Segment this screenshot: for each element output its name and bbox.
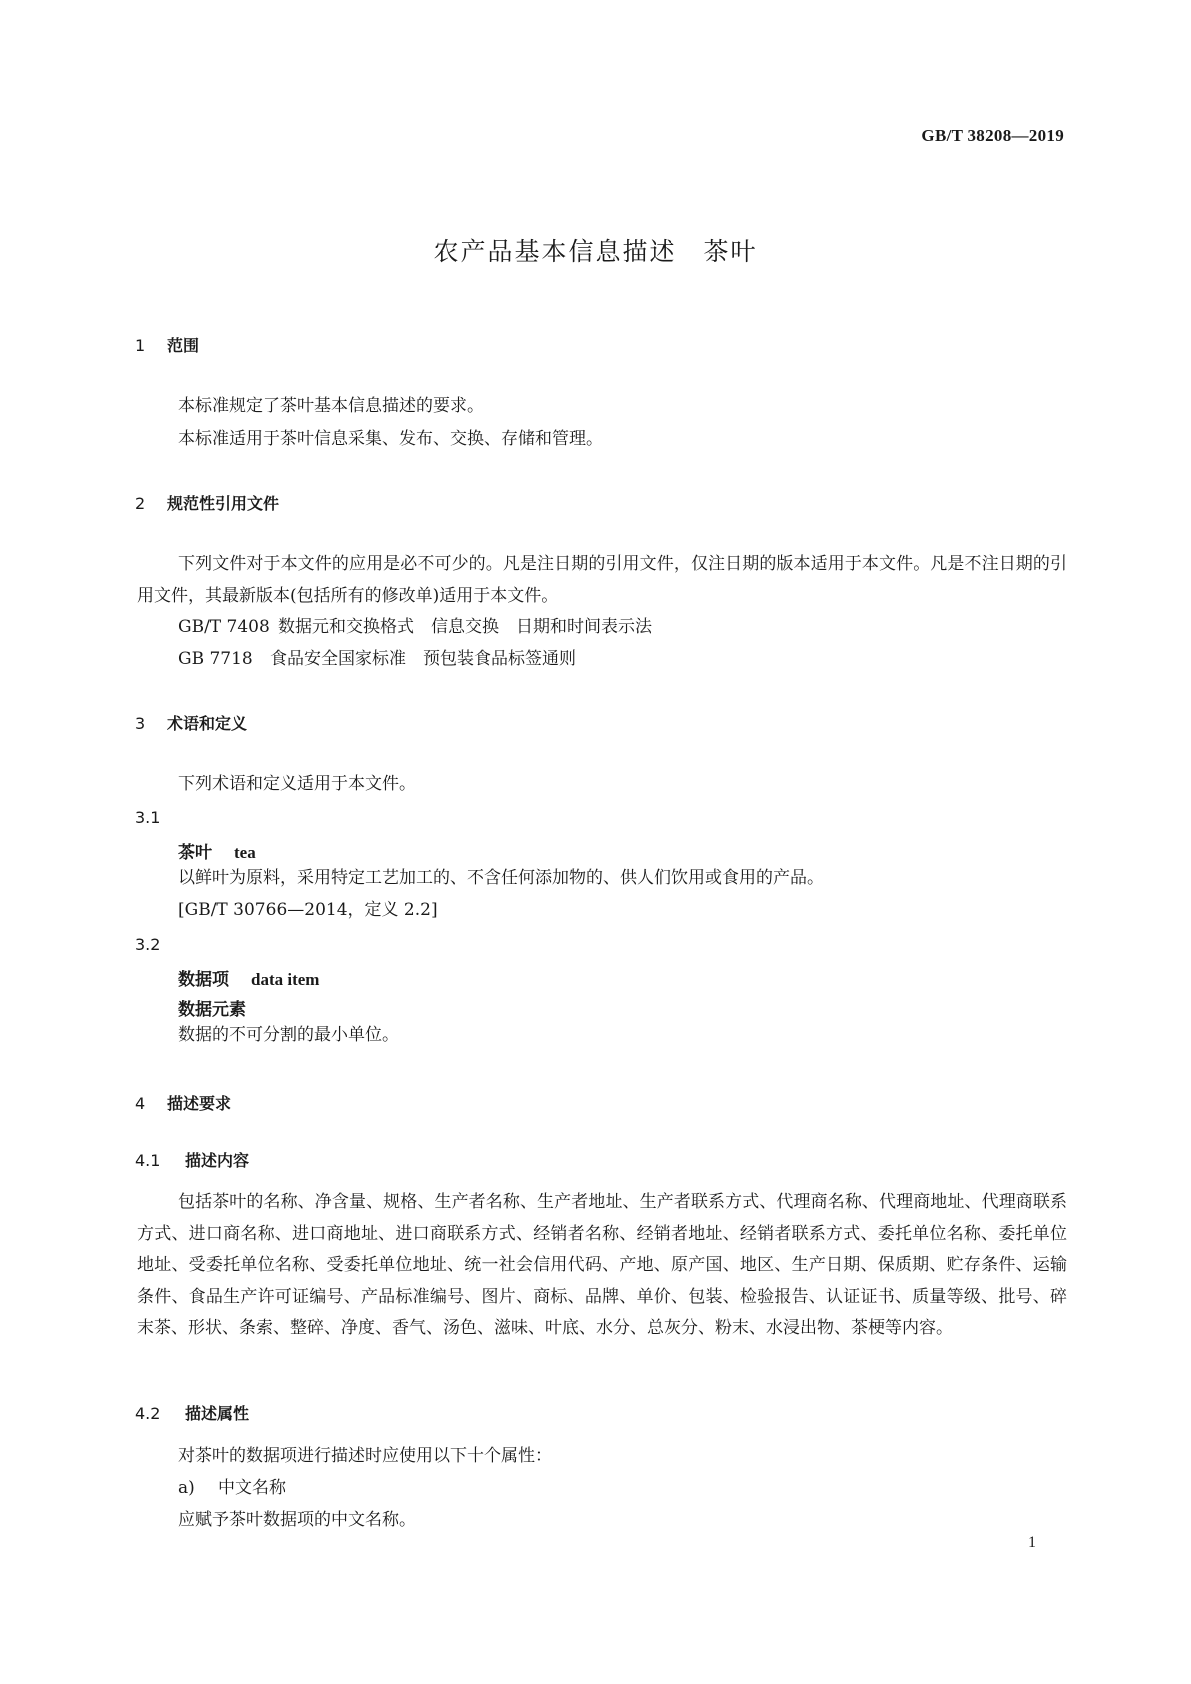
section-1-heading — [135, 333, 199, 356]
terms-intro: 下列术语和定义适用于本文件。 — [178, 774, 416, 794]
reference-title: 食品安全国家标准 预包装食品标签通则 — [270, 649, 576, 669]
term-definition: 数据的不可分割的最小单位。 — [178, 1025, 399, 1045]
scope-paragraph-1: 本标准规定了茶叶基本信息描述的要求。 — [178, 396, 484, 416]
section-4-1-heading — [135, 1148, 249, 1171]
normative-references-intro: 下列文件对于本文件的应用是必不可少的。凡是注日期的引用文件，仅注日期的版本适用于本文件。凡是不注日期的引用文件，其最新版本(包括所有的修改单)适用于本文件。 — [137, 554, 1067, 606]
section-number: 4.2 — [135, 1404, 161, 1423]
section-2-heading — [135, 491, 279, 514]
term-source: [GB/T 30766—2014，定义 2.2] — [178, 900, 438, 920]
term-synonym: 数据元素 — [178, 1000, 246, 1020]
section-title: 范围 — [167, 336, 200, 355]
scope-paragraph-2: 本标准适用于茶叶信息采集、发布、交换、存储和管理。 — [178, 429, 603, 449]
section-4-heading — [135, 1091, 231, 1114]
list-item-label: a) — [178, 1478, 195, 1498]
list-item-a — [178, 1473, 286, 1504]
section-title: 术语和定义 — [167, 714, 248, 733]
reference-item — [178, 612, 652, 643]
section-4-2-heading — [135, 1401, 249, 1424]
section-title: 描述属性 — [185, 1404, 250, 1423]
term-zh: 茶叶 — [178, 843, 212, 863]
term-en: data item — [251, 970, 320, 989]
page-number: 1 — [1028, 1534, 1036, 1551]
section-number: 3 — [135, 714, 146, 733]
section-number: 2 — [135, 494, 146, 513]
section-3-heading — [135, 711, 247, 734]
section-number: 1 — [135, 336, 146, 355]
list-item-text: 中文名称 — [218, 1478, 286, 1498]
reference-item — [178, 644, 576, 675]
term-entry — [178, 965, 319, 990]
term-number: 3.2 — [135, 935, 161, 954]
term-zh: 数据项 — [178, 970, 229, 990]
reference-title: 数据元和交换格式 信息交换 日期和时间表示法 — [278, 617, 652, 637]
description-content-paragraph: 包括茶叶的名称、净含量、规格、生产者名称、生产者地址、生产者联系方式、代理商名称、代理商地址、代理商联系方式、进口商名称、进口商地址、进口商联系方式、经销者名称、经销者地址、经销者联系方式、委托单位名称、委托单位地址、受委托单位名称、受委托单位地址、统一社会信用代码、产地、原产国、地区、生产日期、保质期、贮存条件、运输条件、食品生产许可证编号、产品标准编号、图片、商标、品牌、单价、包装、检验报告、认证证书、质量等级、批号、碎末茶、形状、条索、整碎、净度、香气、汤色、滋味、叶底、水分、总灰分、粉末、水浸出物、茶梗等内容。 — [137, 1192, 1067, 1338]
document-title: 农产品基本信息描述 茶叶 — [433, 237, 758, 266]
term-definition: 以鲜叶为原料，采用特定工艺加工的、不含任何添加物的、供人们饮用或食用的产品。 — [178, 868, 824, 888]
list-item-description: 应赋予茶叶数据项的中文名称。 — [178, 1510, 416, 1530]
reference-code: GB 7718 — [178, 649, 253, 669]
section-number: 4.1 — [135, 1151, 161, 1170]
section-title: 规范性引用文件 — [167, 494, 280, 513]
standard-code: GB/T 38208—2019 — [921, 126, 1064, 145]
term-number: 3.1 — [135, 808, 161, 827]
term-entry — [178, 838, 256, 863]
section-title: 描述要求 — [167, 1094, 232, 1113]
term-en: tea — [234, 843, 256, 862]
reference-code: GB/T 7408 — [178, 617, 270, 637]
attributes-intro: 对茶叶的数据项进行描述时应使用以下十个属性： — [178, 1446, 552, 1466]
section-title: 描述内容 — [185, 1151, 250, 1170]
section-number: 4 — [135, 1094, 146, 1113]
